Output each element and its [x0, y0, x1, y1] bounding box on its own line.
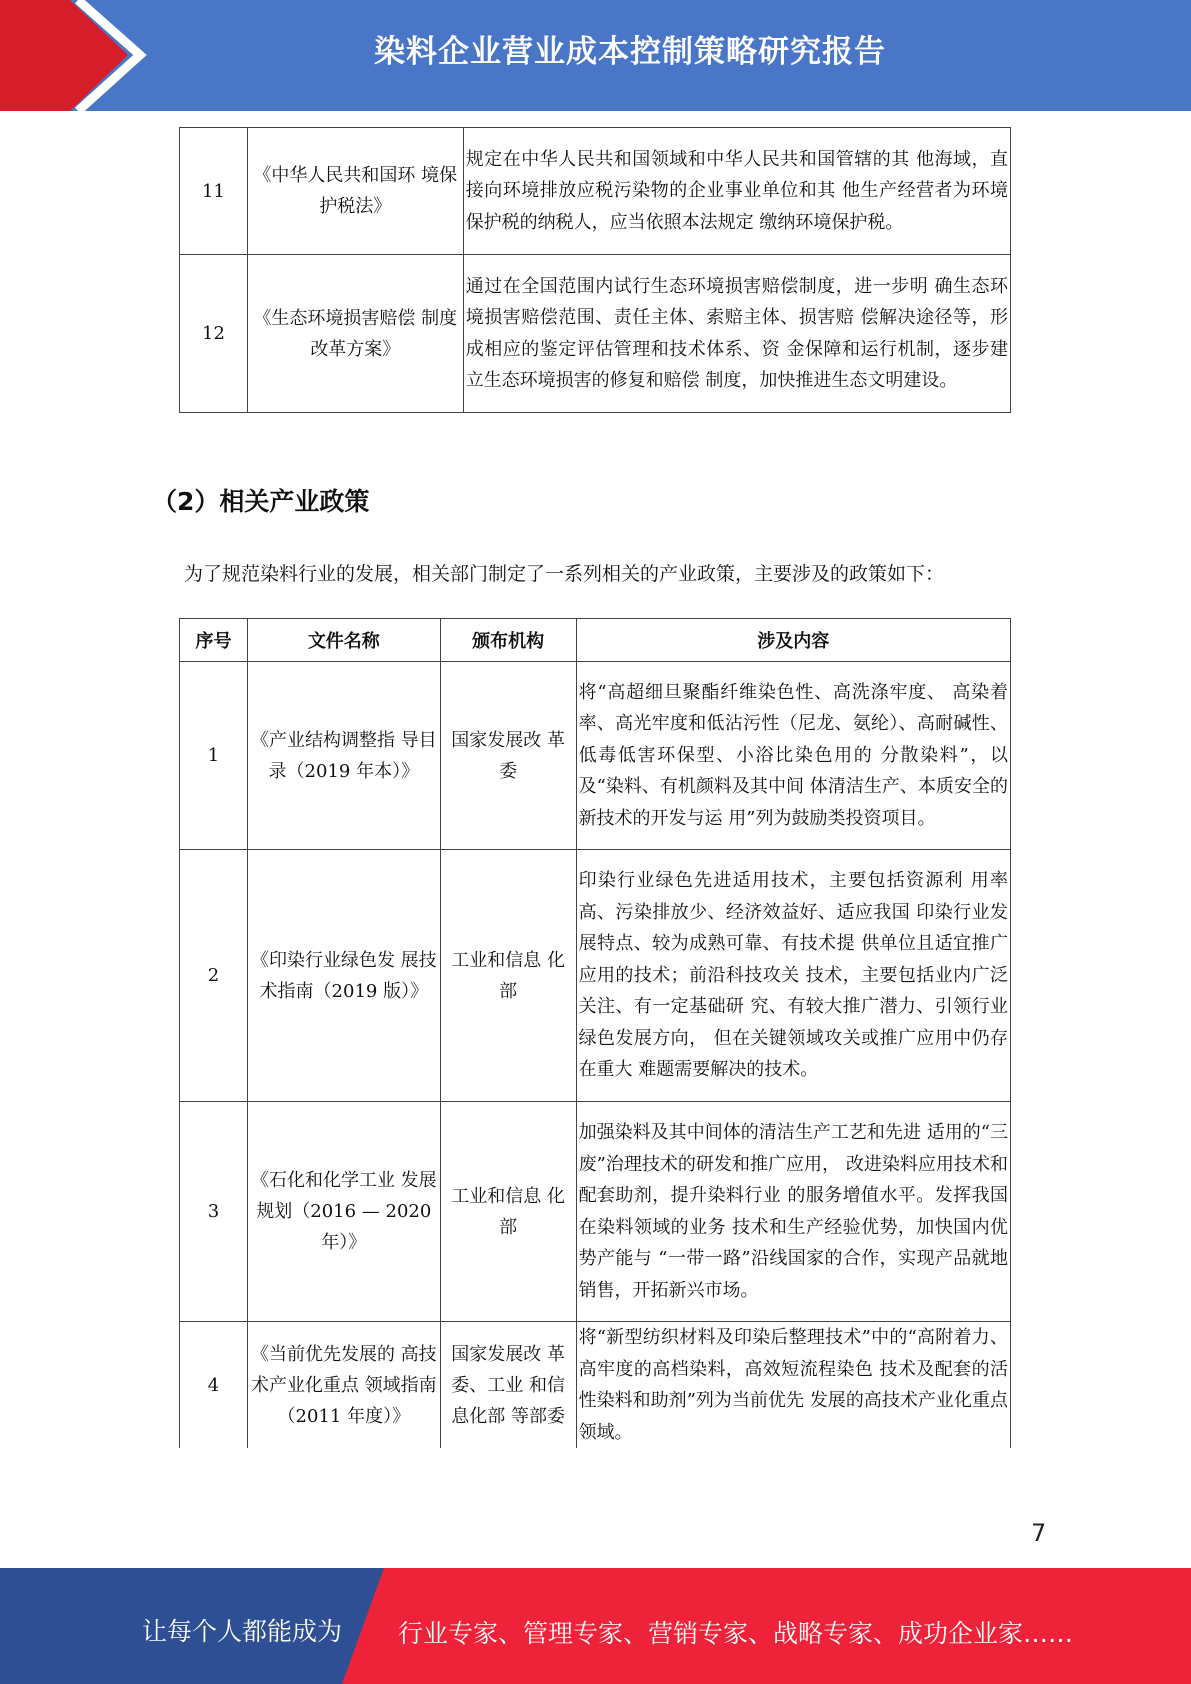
header-content: 涉及内容	[576, 619, 1010, 662]
policy-content: 将“高超细旦聚酯纤维染色性、高洗涤牢度、 高染着率、高光牢度和低沾污性（尼龙、氨纶）、高耐碱性、低毒低害环保型、小浴比染色用的 分散染料”，以及“染料、有机颜料及其中间 体清洁生产、本质安全的新技术的开发与运 用”列为鼓励类投资项目。	[576, 662, 1010, 850]
policy-name: 《印染行业绿色发 展技术指南（2019 版）》	[247, 850, 440, 1102]
header-num: 序号	[180, 619, 248, 662]
row-number: 1	[180, 662, 248, 850]
policy-name: 《石化和化学工业 发展规划（2016 — 2020 年）》	[247, 1102, 440, 1322]
page-number: 7	[1031, 1519, 1047, 1547]
law-name: 《中华人民共和国环 境保护税法》	[247, 128, 463, 255]
table-header-row	[180, 619, 1011, 662]
row-number: 11	[180, 128, 248, 255]
row-number: 3	[180, 1102, 248, 1322]
law-table-continued	[179, 127, 1011, 413]
policy-name: 《当前优先发展的 高技术产业化重点 领域指南（2011 年度）》	[247, 1322, 440, 1449]
policy-name: 《产业结构调整指 导目录（2019 年本）》	[247, 662, 440, 850]
policy-content: 印染行业绿色先进适用技术，主要包括资源利 用率高、污染排放少、经济效益好、适应我国 印染行业发展特点、较为成熟可靠、有技术提 供单位且适宜推广应用的技术；前沿科技攻关 技术，主要包括业内广泛关注、有一定基础研 究、有较大推广潜力、引领行业绿色发展方向， 但在关键领域攻关或推广应用中仍存在重大 难题需要解决的技术。	[576, 850, 1010, 1102]
section-intro: 为了规范染料行业的发展，相关部门制定了一系列相关的产业政策，主要涉及的政策如下：	[184, 563, 945, 585]
law-content: 规定在中华人民共和国领域和中华人民共和国管辖的其 他海域，直接向环境排放应税污染物的企业事业单位和其 他生产经营者为环境保护税的纳税人，应当依照本法规定 缴纳环境保护税。	[463, 128, 1010, 255]
policy-org: 国家发展改 革委、工业 和信息化部 等部委	[440, 1322, 576, 1449]
policy-org: 工业和信息 化部	[440, 850, 576, 1102]
policy-org: 国家发展改 革委	[440, 662, 576, 850]
law-name: 《生态环境损害赔偿 制度改革方案》	[247, 255, 463, 413]
policy-content: 加强染料及其中间体的清洁生产工艺和先进 适用的“三废”治理技术的研发和推广应用， 改进染料应用技术和配套助剂，提升染料行业 的服务增值水平。发挥我国在染料领域的业务 技术和生产经验优势，加快国内优势产能与 “一带一路”沿线国家的合作，实现产品就地 销售，开拓新兴市场。	[576, 1102, 1010, 1322]
report-title: 染料企业营业成本控制策略研究报告	[374, 34, 886, 70]
table-row	[180, 1102, 1011, 1322]
table-row	[180, 255, 1011, 413]
page-header	[0, 0, 1191, 111]
table-row	[180, 1322, 1011, 1449]
header-name: 文件名称	[247, 619, 440, 662]
policy-content: 将“新型纺织材料及印染后整理技术”中的“高附着力、高牢度的高档染料，高效短流程染色 技术及配套的活性染料和助剂”列为当前优先 发展的高技术产业化重点领域。	[576, 1322, 1010, 1449]
row-number: 12	[180, 255, 248, 413]
policy-org: 工业和信息 化部	[440, 1102, 576, 1322]
table-row	[180, 850, 1011, 1102]
policy-table	[179, 618, 1011, 1448]
page-footer	[0, 1568, 1191, 1684]
row-number: 4	[180, 1322, 248, 1449]
header-org: 颁布机构	[440, 619, 576, 662]
header-chevron-logo	[0, 0, 160, 111]
table-row	[180, 662, 1011, 850]
table-row	[180, 128, 1011, 255]
footer-slogan-right: 行业专家、管理专家、营销专家、战略专家、成功企业家……	[398, 1619, 1074, 1648]
law-content: 通过在全国范围内试行生态环境损害赔偿制度，进一步明 确生态环境损害赔偿范围、责任主体、索赔主体、损害赔 偿解决途径等，形成相应的鉴定评估管理和技术体系、资 金保障和运行机制，逐步建立生态环境损害的修复和赔偿 制度，加快推进生态文明建设。	[463, 255, 1010, 413]
red-chevron-shape	[0, 0, 128, 111]
footer-slogan-left: 让每个人都能成为	[142, 1617, 343, 1646]
row-number: 2	[180, 850, 248, 1102]
section-heading: （2）相关产业政策	[152, 487, 370, 516]
